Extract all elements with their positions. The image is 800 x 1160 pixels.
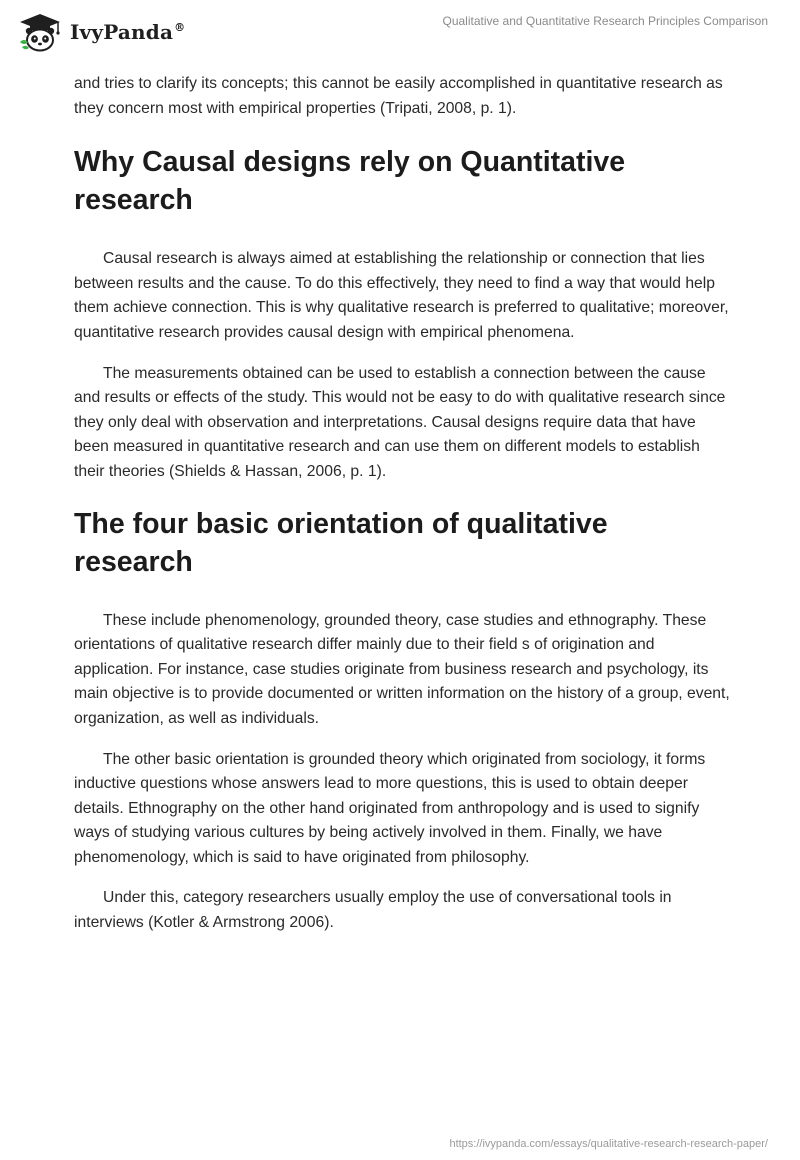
paragraph: Under this, category researchers usually employ the use of conversational tools in interviews (Kotler & Armstrong 2006). [74, 889, 672, 932]
registered-mark: ® [174, 21, 186, 35]
source-url-link[interactable]: https://ivypanda.com/essays/qualitative-research-research-paper/ [449, 1138, 768, 1150]
paragraph: These include phenomenology, grounded theory, case studies and ethnography. These orientations of qualitative research differ mainly due to their field s of origination and application. For instance, case studies originate from business research and psychology, its main objective is to provide documented or written information on the history of a group, event, organization, as well as individuals. [74, 611, 730, 727]
panda-graduation-icon [16, 12, 64, 52]
paragraph: Causal research is always aimed at establishing the relationship or connection that lies between results and the cause. To do this effectively, they need to find a way that would help them achieve connection. This is why qualitative research is preferred to qualitative; moreover, quantitative research provides causal design with empirical phenomena. [74, 250, 729, 341]
ivypanda-logo[interactable] [16, 10, 185, 54]
logo-text: IvyPanda® [70, 20, 186, 44]
paragraph: The measurements obtained can be used to establish a connection between the cause and results or effects of the study. This would not be easy to do with qualitative research since they only deal with observation and interpretations. Causal designs require data that have been measured in quantitative research and can use them on different models to establish their theories (Shields & Hassan, 2006, p. 1). [74, 364, 726, 480]
intro-paragraph: and tries to clarify its concepts; this cannot be easily accomplished in quantitative research as they concern most with empirical properties (Tripati, 2008, p. 1). [74, 75, 723, 117]
essay-content [74, 72, 734, 936]
page-header [0, 0, 800, 60]
section-heading-four-orientations: The four basic orientation of qualitative research [74, 507, 608, 578]
section-heading-causal-designs: Why Causal designs rely on Quantitative research [74, 146, 626, 217]
document-title: Qualitative and Quantitative Research Principles Comparison [442, 14, 768, 28]
paragraph: The other basic orientation is grounded theory which originated from sociology, it forms inductive questions whose answers lead to more questions, this is used to obtain deeper details. Ethnography on the other hand originated from anthropology and is used to signify ways of studying various cultures by being actively involved in them. Finally, we have phenomenology, which is said to have originated from philosophy. [74, 750, 706, 866]
